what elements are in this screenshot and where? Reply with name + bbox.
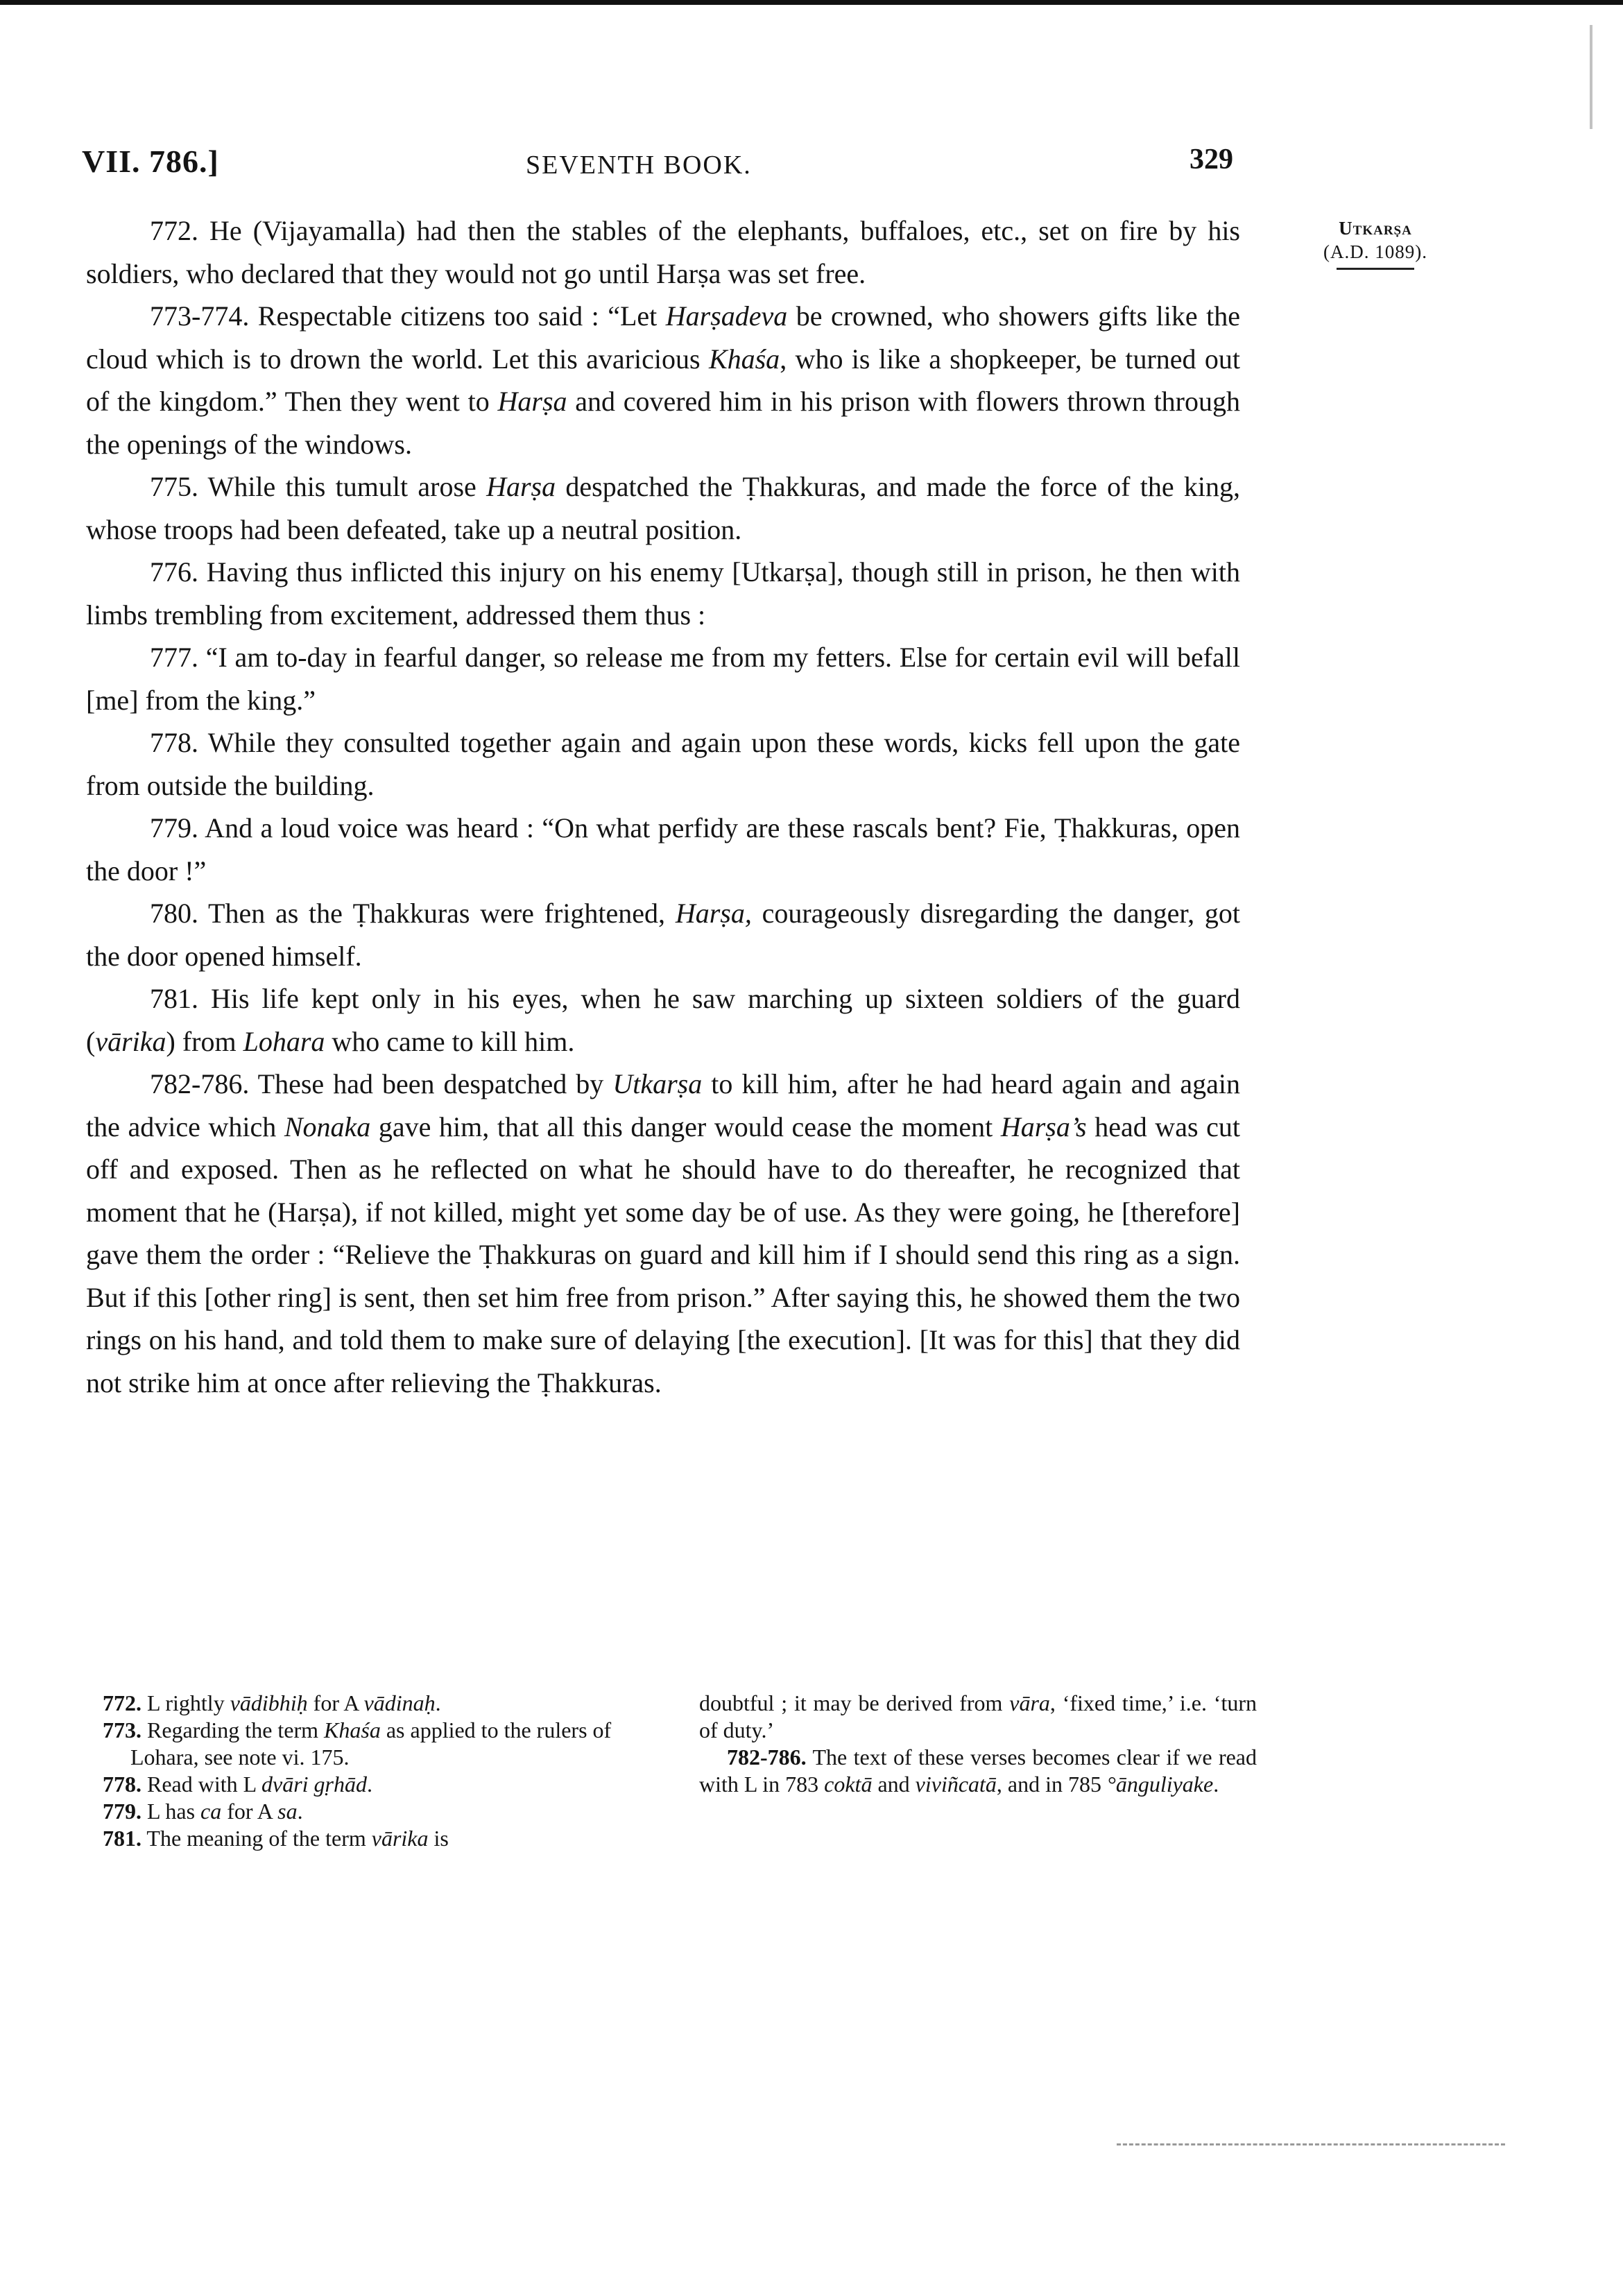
italic-term: vārika (371, 1826, 429, 1851)
paragraph-782-786 (86, 1063, 1240, 1404)
italic-name: Harṣa, (675, 898, 752, 929)
footnote-number: 778. (103, 1772, 141, 1797)
text-run: courageously disregarding the danger, got the door opened himself. (86, 898, 1240, 972)
italic-name: Nonaka (284, 1111, 371, 1142)
text-run: and covered him in his prison with flowers thrown through the openings of the windows. (86, 386, 1240, 460)
text-run: and (872, 1772, 916, 1797)
text-run: for A (221, 1799, 278, 1824)
footnote-778 (103, 1771, 658, 1798)
paragraph-773-774 (86, 295, 1240, 465)
italic-name: Utkarṣa (612, 1068, 703, 1099)
text-run: 775. While this tumult arose (150, 471, 487, 502)
main-text (86, 209, 1240, 1404)
text-run: ) from (166, 1025, 243, 1057)
italic-term: coktā (824, 1772, 873, 1797)
paragraph-781 (86, 977, 1240, 1063)
text-run: 781. His life kept only in his eyes, when he saw marching up sixteen soldiers of the guard ( (86, 983, 1240, 1057)
italic-name: Lohara (243, 1025, 325, 1057)
text-run: 780. Then as the Ṭhakkuras were frightened, (150, 898, 676, 929)
italic-term: viviñcatā (915, 1772, 997, 1797)
text-run: . (297, 1799, 303, 1824)
text-run: for A (307, 1690, 364, 1715)
text-run: . (435, 1690, 441, 1715)
text-run: despatched the Ṭhakkuras, and made the force of the king, whose troops had been defeated, take up a neutral position. (86, 471, 1240, 545)
margin-note-date: (A.D. 1089). (1323, 241, 1427, 262)
margin-note-title: Utkarṣa (1339, 218, 1412, 239)
italic-term: ca (200, 1799, 222, 1824)
footnote-782-786 (699, 1744, 1257, 1798)
italic-term: sa (277, 1799, 298, 1824)
paragraph-779: 779. And a loud voice was heard : “On what perfidy are these rascals bent? Fie, Ṭhakkuras, open the door !” (86, 812, 1240, 886)
text-run: gave him, that all this danger would cease the moment (370, 1111, 1001, 1142)
text-run: The meaning of the term (141, 1826, 372, 1851)
footnote-781 (103, 1825, 658, 1852)
text-run: 782-786. These had been despatched by (150, 1068, 613, 1099)
paragraph-772: 772. He (Vijayamalla) had then the stables of the elephants, buffaloes, etc., set on fire by his soldiers, who declared that they would not go until Harṣa was set free. (86, 215, 1240, 289)
italic-name: Harṣa (497, 386, 567, 417)
text-run: L rightly (141, 1690, 230, 1715)
text-run: , who is like a shopkeeper, be turned out of the kingdom.” Then they went to (86, 343, 1241, 417)
footnote-number: 781. (103, 1826, 141, 1851)
italic-term: °ānguliyake (1107, 1772, 1214, 1797)
running-header (82, 139, 1233, 187)
italic-name: Harṣa’s (1000, 1111, 1087, 1142)
footnote-number: 779. (103, 1799, 141, 1824)
paragraph-776: 776. Having thus inflicted this injury on his enemy [Utkarṣa], though still in prison, he then with limbs trembling from excitement, addressed them thus : (86, 556, 1240, 631)
margin-note-rule (1337, 268, 1414, 270)
text-run: 773-774. Respectable citizens too said : “Let (150, 300, 666, 332)
text-run: , and in 785 (996, 1772, 1108, 1797)
italic-term: dvāri gṛhād (261, 1772, 367, 1797)
margin-note (1309, 216, 1441, 270)
italic-term: vārika (95, 1025, 166, 1057)
text-run: be crowned, who showers gifts like the cloud which is to drown the world. Let this avaricious (86, 300, 1240, 375)
italic-name: Harṣa (486, 471, 556, 502)
text-run: . (367, 1772, 372, 1797)
header-verse-range: VII. 786.] (82, 144, 219, 179)
scan-top-edge (0, 0, 1623, 5)
footnote-772 (103, 1690, 658, 1717)
footnote-781-continued (699, 1690, 1257, 1744)
text-run: who came to kill him. (325, 1025, 575, 1057)
text-run: head was cut off and exposed. Then as he reflected on what he should have to do thereafter, he recognized that moment that he (Harṣa), if not killed, might yet some day be of use. As they were going, he [therefore] gave them the order : “Relieve the Ṭhakkuras on guard and kill him if I should send this ring as a sign. But if this [other ring] is sent, then set him free from prison.” After saying this, he showed them the two rings on his hand, and told them to make sure of delaying [the execution]. [It was for this] that they did not strike him at once after relieving the Ṭhakkuras. (86, 1111, 1240, 1398)
paragraph-775 (86, 465, 1240, 551)
footnote-779 (103, 1798, 658, 1825)
footnote-773 (103, 1717, 658, 1771)
text-run: as applied to the rulers of Lohara, see note vi. 175. (130, 1717, 612, 1770)
text-run: L has (141, 1799, 201, 1824)
text-run: doubtful ; it may be derived from (699, 1690, 1010, 1715)
text-run: Regarding the term (141, 1717, 325, 1742)
paragraph-777: 777. “I am to-day in fearful danger, so release me from my fetters. Else for certain evil will befall [me] from the king.” (86, 642, 1240, 716)
italic-term: vādinaḥ (363, 1690, 436, 1715)
text-run: , ‘fixed time,’ i.e. ‘turn of duty.’ (699, 1690, 1257, 1742)
header-book-title: SEVENTH BOOK. (526, 151, 752, 180)
paragraph-778: 778. While they consulted together again and again upon these words, kicks fell upon the gate from outside the building. (86, 727, 1240, 801)
italic-term: Khaśa (324, 1717, 381, 1742)
footnote-number: 773. (103, 1717, 141, 1742)
page-number: 329 (1190, 144, 1233, 175)
text-run: . (1213, 1772, 1219, 1797)
text-run: The text of these verses becomes clear if we read with L in 783 (699, 1745, 1257, 1797)
text-run: is (428, 1826, 449, 1851)
paragraph-780 (86, 892, 1240, 977)
text-run: to kill him, after he had heard again and again the advice which (86, 1068, 1241, 1142)
italic-name: Khaśa (708, 343, 780, 375)
footnotes-right-column (699, 1690, 1257, 1798)
footnote-number: 772. (103, 1690, 141, 1715)
footnote-number: 782-786. (727, 1745, 807, 1770)
scan-edge-mark (1590, 25, 1592, 129)
italic-term: vāra (1009, 1690, 1050, 1715)
text-run: Read with L (141, 1772, 261, 1797)
italic-term: vādibhiḥ (230, 1690, 308, 1715)
footnotes-left-column (103, 1690, 658, 1852)
italic-name: Harṣadeva (665, 300, 788, 332)
scan-artifact-line (1117, 2143, 1505, 2145)
